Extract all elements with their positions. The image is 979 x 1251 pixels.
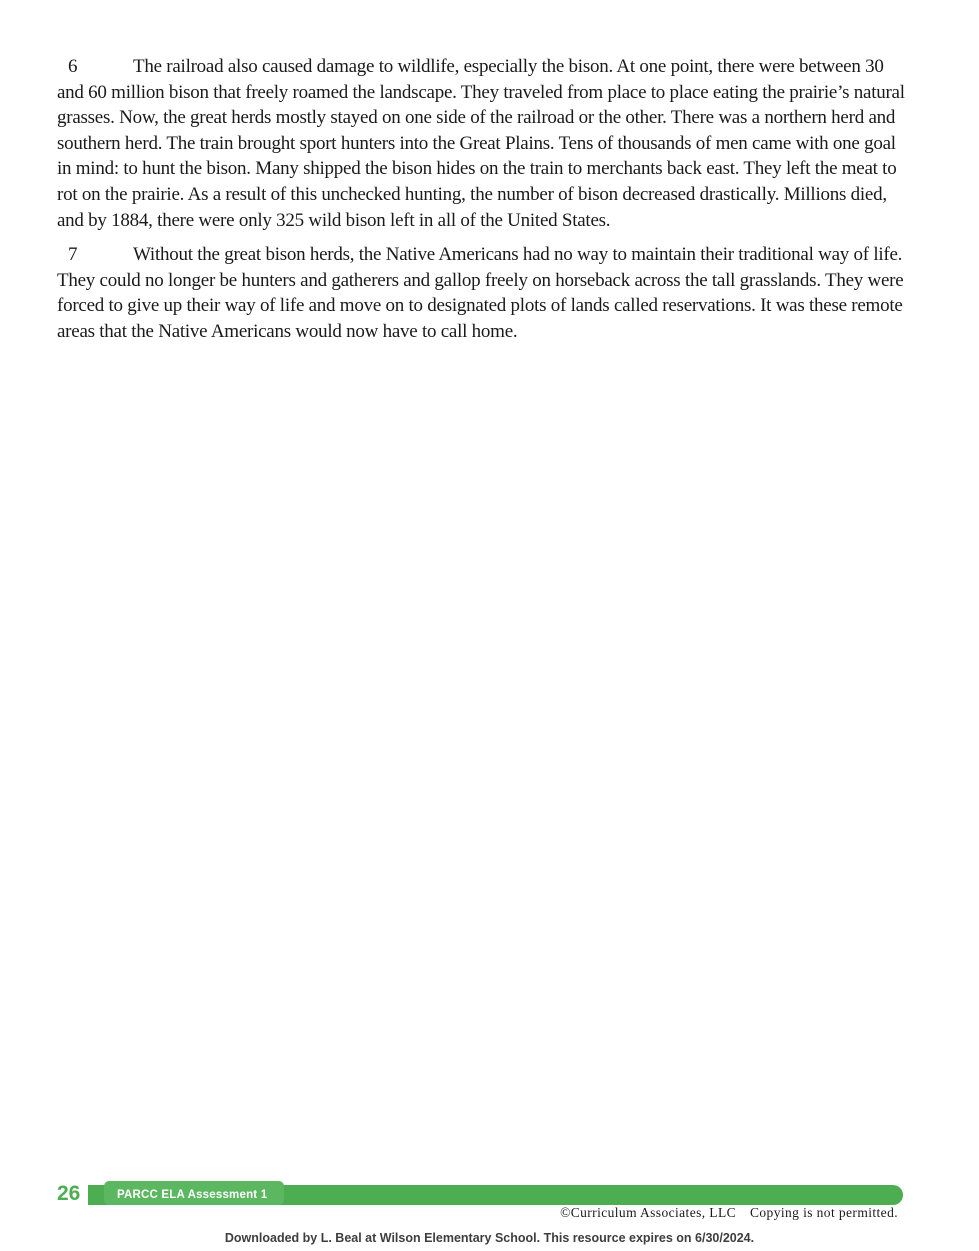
paragraph-7 bbox=[57, 242, 909, 344]
paragraph-text: Without the great bison herds, the Native Americans had no way to maintain their traditional way of life. They could no longer be hunters and gatherers and gallop freely on horseback across the tall grasslands. They were forced to give up their way of life and move on to designated plots of lands called reservations. It was these remote areas that the Native Americans would now have to call home. bbox=[57, 244, 904, 342]
download-notice: Downloaded by L. Beal at Wilson Elementary School. This resource expires on 6/30/2024. bbox=[224, 1231, 755, 1245]
paragraph-6 bbox=[57, 54, 909, 233]
page-number: 26 bbox=[57, 1182, 81, 1205]
copyright-text: ©Curriculum Associates, LLC bbox=[560, 1205, 736, 1220]
footer-assessment-tab bbox=[104, 1181, 284, 1205]
footer-assessment-label: PARCC ELA Assessment 1 bbox=[117, 1188, 268, 1201]
paragraph-number: 7 bbox=[68, 244, 78, 266]
footer-bar bbox=[88, 1185, 903, 1205]
copyright-line bbox=[560, 1205, 898, 1221]
paragraph-number: 6 bbox=[68, 56, 78, 77]
passage-text bbox=[57, 54, 909, 345]
paragraph-text: The railroad also caused damage to wildlife, especially the bison. At one point, there were between 30 and 60 million bison that freely roamed the landscape. They traveled from place to place eating the prairie’s natural grasses. Now, the great herds mostly stayed on one side of the railroad or the other. There was a northern herd and southern herd. The train brought sport hunters into the Great Plains. Tens of thousands of men came with one goal in mind: to hunt the bison. Many shipped the bison hides on the train to merchants back east. They left the meat to rot on the prairie. As a result of this unchecked hunting, the number of bison decreased drastically. Millions died, and by 1884, there were only 325 wild bison left in all of the United States. bbox=[57, 56, 905, 231]
permission-text: Copying is not permitted. bbox=[750, 1205, 898, 1220]
